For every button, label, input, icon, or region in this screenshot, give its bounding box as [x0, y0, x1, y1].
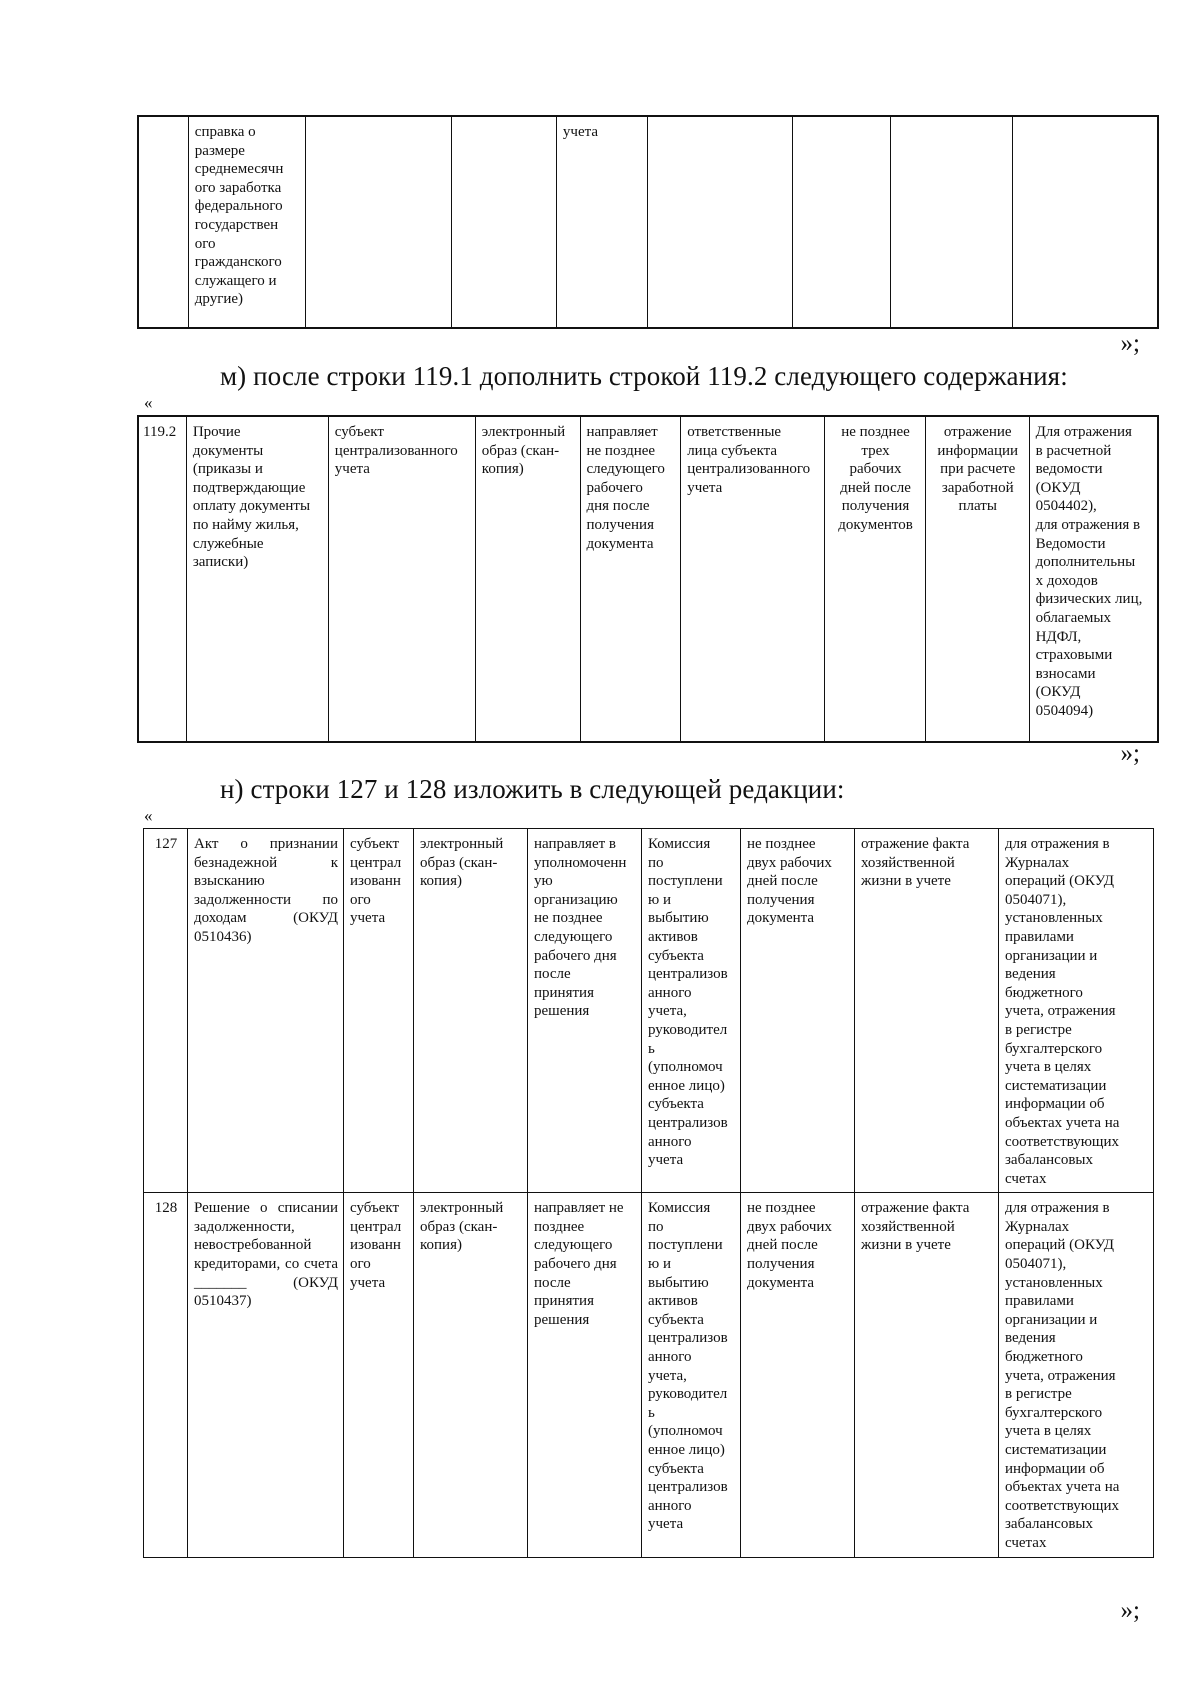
table-row [144, 829, 1154, 1193]
cell-col9 [1012, 116, 1158, 328]
cell-deadline: не позднее трех рабочих дней после получения документов [825, 416, 926, 742]
section-m-heading: м) после строки 119.1 дополнить строкой 119.2 следующего содержания: [220, 361, 1068, 391]
cell-purpose: Для отражения в расчетной ведомости (ОКУД 0504402), для отражения в Ведомости дополнительны х доходов физических лиц, облагаемых НДФЛ, страховыми взносами (ОКУД 0504094) [1029, 416, 1158, 742]
cell-term: направляет не позднее следующего рабочего дня после принятия решения [528, 1193, 642, 1557]
cell-form: электронный образ (скан- копия) [414, 1193, 528, 1557]
cell-num: 119.2 [138, 416, 186, 742]
cell-action: отражение информации при расчете заработной платы [925, 416, 1029, 742]
cell-recipient: ответственные лица субъекта централизованного учета [681, 416, 825, 742]
cell-document: справка о размере среднемесячн ого заработка федерального государствен ого гражданского служащего и другие) [188, 116, 306, 328]
continuation-table [137, 115, 1159, 329]
cell-col8 [890, 116, 1012, 328]
opening-quote: « [144, 806, 153, 825]
cell-subject: субъект централизованного учета [328, 416, 475, 742]
table-row [138, 116, 1158, 328]
cell-num: 128 [144, 1193, 188, 1557]
rows-127-128-table [143, 828, 1154, 1558]
cell-col4 [452, 116, 557, 328]
cell-term: направляет в уполномоченн ую организацию не позднее следующего рабочего дня после принятия решения [528, 829, 642, 1193]
cell-document: Прочие документы (приказы и подтверждающие оплату документы по найму жилья, служебные записки) [186, 416, 328, 742]
cell-form: электронный образ (скан- копия) [475, 416, 580, 742]
closing-quote: »; [1120, 740, 1140, 767]
row-119-2-table [137, 415, 1159, 743]
opening-quote: « [144, 393, 153, 412]
cell-subject: субъект централ изованн ого учета [344, 1193, 414, 1557]
cell-purpose: для отражения в Журналах операций (ОКУД 0504071), установленных правилами организации и ведения бюджетного учета, отражения в регистре бухгалтерского учета в целях систематизации информации об объектах учета на соответствующих забалансовых счетах [999, 829, 1154, 1193]
cell-document: Акт о признании безнадежной к взысканию задолженности по доходам (ОКУД 0510436) [188, 829, 344, 1193]
cell-term: направляет не позднее следующего рабочего дня после получения документа [580, 416, 681, 742]
cell-purpose: для отражения в Журналах операций (ОКУД 0504071), установленных правилами организации и ведения бюджетного учета, отражения в регистре бухгалтерского учета в целях систематизации информации об объектах учета на соответствующих забалансовых счетах [999, 1193, 1154, 1557]
section-n-heading: н) строки 127 и 128 изложить в следующей редакции: [220, 774, 845, 804]
cell-recipient: Комиссия по поступлени ю и выбытию активов субъекта централизов анного учета, руководител ь (уполномоч енное лицо) субъекта централизов анного учета [642, 1193, 741, 1557]
cell-deadline: не позднее двух рабочих дней после получения документа [741, 1193, 855, 1557]
cell-subject: субъект централ изованн ого учета [344, 829, 414, 1193]
cell-num: 127 [144, 829, 188, 1193]
cell-col3 [306, 116, 452, 328]
cell-action: отражение факта хозяйственной жизни в учете [855, 829, 999, 1193]
cell-recipient: Комиссия по поступлени ю и выбытию активов субъекта централизов анного учета, руководител ь (уполномоч енное лицо) субъекта централизов анного учета [642, 829, 741, 1193]
cell-action: отражение факта хозяйственной жизни в учете [855, 1193, 999, 1557]
closing-quote: »; [1120, 1597, 1140, 1624]
cell-form: электронный образ (скан- копия) [414, 829, 528, 1193]
cell-col6 [648, 116, 793, 328]
table-row [144, 1193, 1154, 1557]
cell-col5: учета [556, 116, 648, 328]
cell-document: Решение о списании задолженности, невостребованной кредиторами, со счета _______ (ОКУД 0510437) [188, 1193, 344, 1557]
closing-quote: »; [1120, 330, 1140, 357]
table-row [138, 416, 1158, 742]
cell-num [138, 116, 188, 328]
cell-deadline: не позднее двух рабочих дней после получения документа [741, 829, 855, 1193]
cell-col7 [793, 116, 891, 328]
